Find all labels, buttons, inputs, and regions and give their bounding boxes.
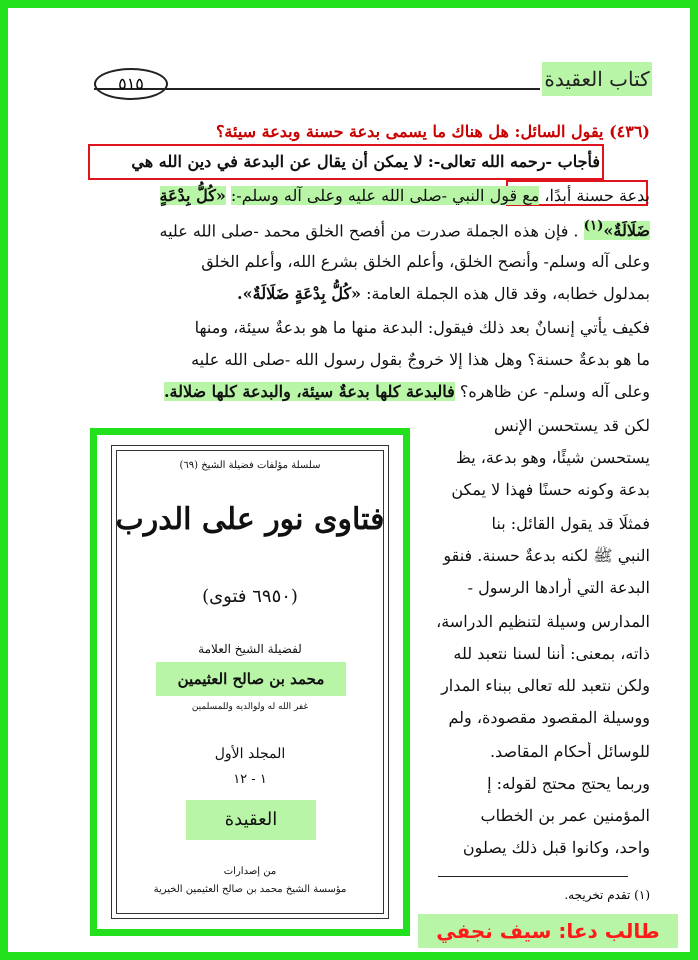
partial-line-7: المدارس وسيلة لتنظيم الدراسة، — [436, 612, 650, 631]
cover-publisher-label: من إصدارات — [223, 866, 277, 877]
hadith-quote: «كُلُّ بِدْعَةٍ ضَلَالَةٌ». — [237, 284, 362, 303]
book-cover — [90, 428, 410, 936]
partial-line-14: واحد، وكانوا قبل ذلك يصلون — [462, 838, 650, 857]
question-label: يقول السائل: — [514, 122, 604, 141]
cover-series: سلسلة مؤلفات فضيلة الشيخ (٦٩) — [179, 460, 321, 471]
partial-line-9: ولكن نتعبد لله تعالى ببناء المدار — [441, 676, 650, 695]
phrase-bidaa-hasana: بدعة حسنة أبدًا، — [544, 186, 650, 205]
answer-line-5 — [50, 284, 650, 303]
cover-subject: العقيدة — [186, 800, 316, 840]
page-number: ٥١٥ — [94, 68, 168, 100]
partial-line-8: ذاته، بمعنى: أننا لسنا نتعبد لله — [453, 644, 650, 663]
partial-line-10: ووسيلة المقصود مقصودة، ولم — [448, 708, 650, 727]
partial-line-13: المؤمنين عمر بن الخطاب — [480, 806, 650, 825]
answer-line-2 — [50, 186, 650, 205]
cover-by-label: لفضيلة الشيخ العلامة — [198, 642, 302, 656]
cover-count: (٦٩٥٠ فتوى) — [202, 586, 298, 607]
answer-line-8 — [50, 382, 650, 401]
prophet-saying-intro: مع قول النبي -صلى الله عليه وعلى آله وسلم-: — [230, 186, 540, 205]
hadith-part-2: ضَلَالَةٌ»$^{(١)}$ — [583, 218, 650, 241]
partial-line-11: للوسائل أحكام المقاصد. — [489, 742, 650, 761]
cover-publisher: مؤسسة الشيخ محمد بن صالح العثيمين الخيرية — [153, 884, 347, 895]
answer-line-1-text: لا يمكن أن يقال عن البدعة في دين الله هي — [131, 152, 423, 171]
conclusion-highlight: فالبدعة كلها بدعةٌ سيئة، والبدعة كلها ضلالة. — [163, 382, 455, 401]
question-line — [50, 122, 650, 141]
answer-line-4: وعلى آله وسلم- وأنصح الخلق، وأعلم الخلق بشرع الله، وأعلم الخلق — [201, 252, 650, 271]
cover-border — [111, 445, 389, 919]
footnote-ref: (١) — [583, 218, 604, 234]
answer-line-5-text: بمدلول خطابه، وقد قال هذه الجملة العامة: — [366, 284, 650, 303]
partial-line-12: وربما يحتج محتج لقوله: إ — [487, 774, 650, 793]
hadith-part-1: «كُلُّ بِدْعَةٍ — [159, 186, 226, 205]
partial-line-5: النبي ﷺ لكنه بدعةٌ حسنة. فنقو — [443, 546, 650, 565]
signature: طالب دعا: سيف نجفي — [418, 914, 678, 948]
cover-volume: المجلد الأول — [214, 746, 286, 762]
cover-title: فتاوى نور على الدرب — [115, 502, 385, 537]
answer-intro: فأجاب -رحمه الله تعالى-: — [427, 152, 600, 171]
cover-range: ١ - ١٢ — [233, 772, 267, 787]
book-page — [8, 8, 690, 952]
cover-dua: غفر الله له ولوالديه وللمسلمين — [191, 702, 309, 712]
cover-author: محمد بن صالح العثيمين — [156, 662, 346, 696]
answer-line-3 — [50, 218, 650, 240]
footnote: (١) تقدم تخريجه. — [564, 888, 650, 902]
answer-line-8-text: وعلى آله وسلم- عن ظاهره؟ — [459, 382, 650, 401]
answer-line-1 — [100, 152, 600, 171]
answer-line-3-text: . فإن هذه الجملة صدرت من أفصح الخلق محمد -صلى الله عليه — [159, 221, 579, 241]
footnote-rule — [438, 876, 628, 877]
answer-line-7: ما هو بدعةٌ حسنة؟ وهل هذا إلا خروجٌ بقول رسول الله -صلى الله عليه — [191, 350, 650, 369]
question-text: هل هناك ما يسمى بدعة حسنة وبدعة سيئة؟ — [215, 122, 509, 141]
partial-line-4: فمثلًا قد يقول القائل: بنا — [491, 514, 650, 533]
question-number: (٤٣٦) — [609, 122, 650, 141]
partial-line-1: لكن قد يستحسن الإنس — [494, 416, 650, 435]
partial-line-3: بدعة وكونه حسنًا فهذا لا يمكن — [451, 480, 650, 499]
partial-line-2: يستحسن شيئًا، وهو بدعة، يظ — [456, 448, 650, 467]
partial-line-6: البدعة التي أرادها الرسول - — [467, 578, 650, 597]
header-book-title: كتاب العقيدة — [542, 62, 652, 96]
answer-line-6: فكيف يأتي إنسانٌ بعد ذلك فيقول: البدعة منها ما هو بدعةٌ سيئة، ومنها — [194, 318, 650, 337]
